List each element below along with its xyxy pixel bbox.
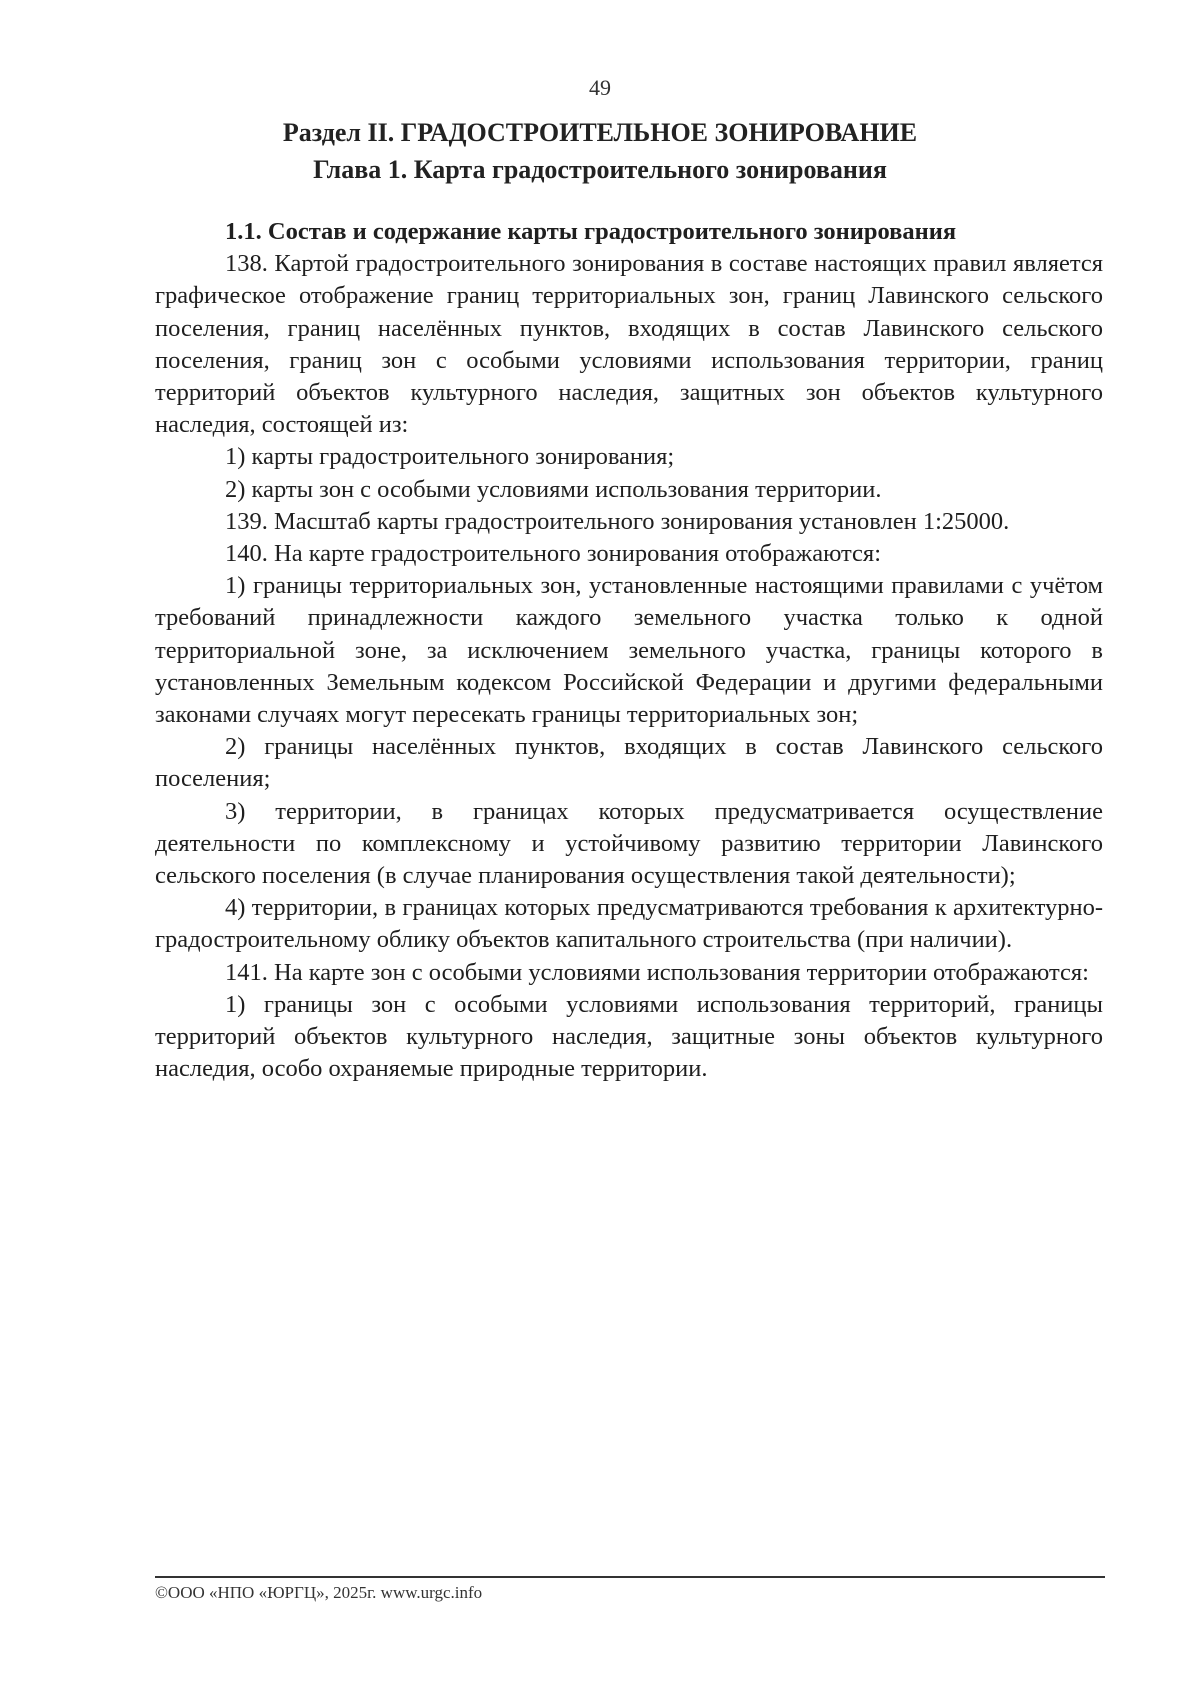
list-item: 2) границы населённых пунктов, входящих в состав Лавинского сельского поселения; (155, 733, 1103, 793)
page-number: 49 (589, 75, 611, 100)
subsection-title: 1.1. Состав и содержание карты градостроительного зонирования (225, 218, 957, 245)
footer-copyright: ©ООО «НПО «ЮРГЦ», 2025г. www.urgc.info (155, 1583, 483, 1602)
paragraph-139: 139. Масштаб карты градостроительного зонирования установлен 1:25000. (225, 507, 1010, 535)
list-item: 4) территории, в границах которых предусматриваются требования к архитектурно-градостроительному облику объектов капитального строительства (при наличии). (155, 894, 1103, 954)
paragraph-138: 138. Картой градостроительного зонирования в составе настоящих правил является графическое отображение границ территориальных зон, границ Лавинского сельского поселения, границ населённых пунктов, входящих в состав Лавинского сельского поселения, границ зон с особыми условиями использования территории, границ территорий объектов культурного наследия, защитных зон объектов культурного наследия, состоящей из: (155, 250, 1103, 439)
list-item: 1) границы зон с особыми условиями использования территорий, границы территорий объектов культурного наследия, защитные зоны объектов культурного наследия, особо охраняемые природные территории. (155, 990, 1103, 1083)
list-item: 3) территории, в границах которых предусматривается осуществление деятельности по комплексному и устойчивому развитию территории Лавинского сельского поселения (в случае планирования осуществления такой деятельности); (155, 797, 1103, 890)
list-item: 1) карты градостроительного зонирования; (225, 443, 675, 471)
body-text (155, 216, 1103, 1085)
section-title: Раздел II. ГРАДОСТРОИТЕЛЬНОЕ ЗОНИРОВАНИЕ (282, 118, 918, 147)
list-item: 1) границы территориальных зон, установленные настоящими правилами с учётом требований принадлежности каждого земельного участка только к одной территориальной зоне, за исключением земельного участка, границы которого в установленных Земельным кодексом Российской Федерации и другими федеральными законами случаях могут пересекать границы территориальных зон; (155, 572, 1103, 729)
list-item: 2) карты зон с особыми условиями использования территории. (225, 475, 882, 503)
paragraph-141: 141. На карте зон с особыми условиями использования территории отображаются: (225, 958, 1089, 986)
chapter-title: Глава 1. Карта градостроительного зонирования (313, 155, 887, 184)
footer-divider (155, 1576, 1105, 1578)
paragraph-140: 140. На карте градостроительного зонирования отображаются: (225, 540, 882, 568)
